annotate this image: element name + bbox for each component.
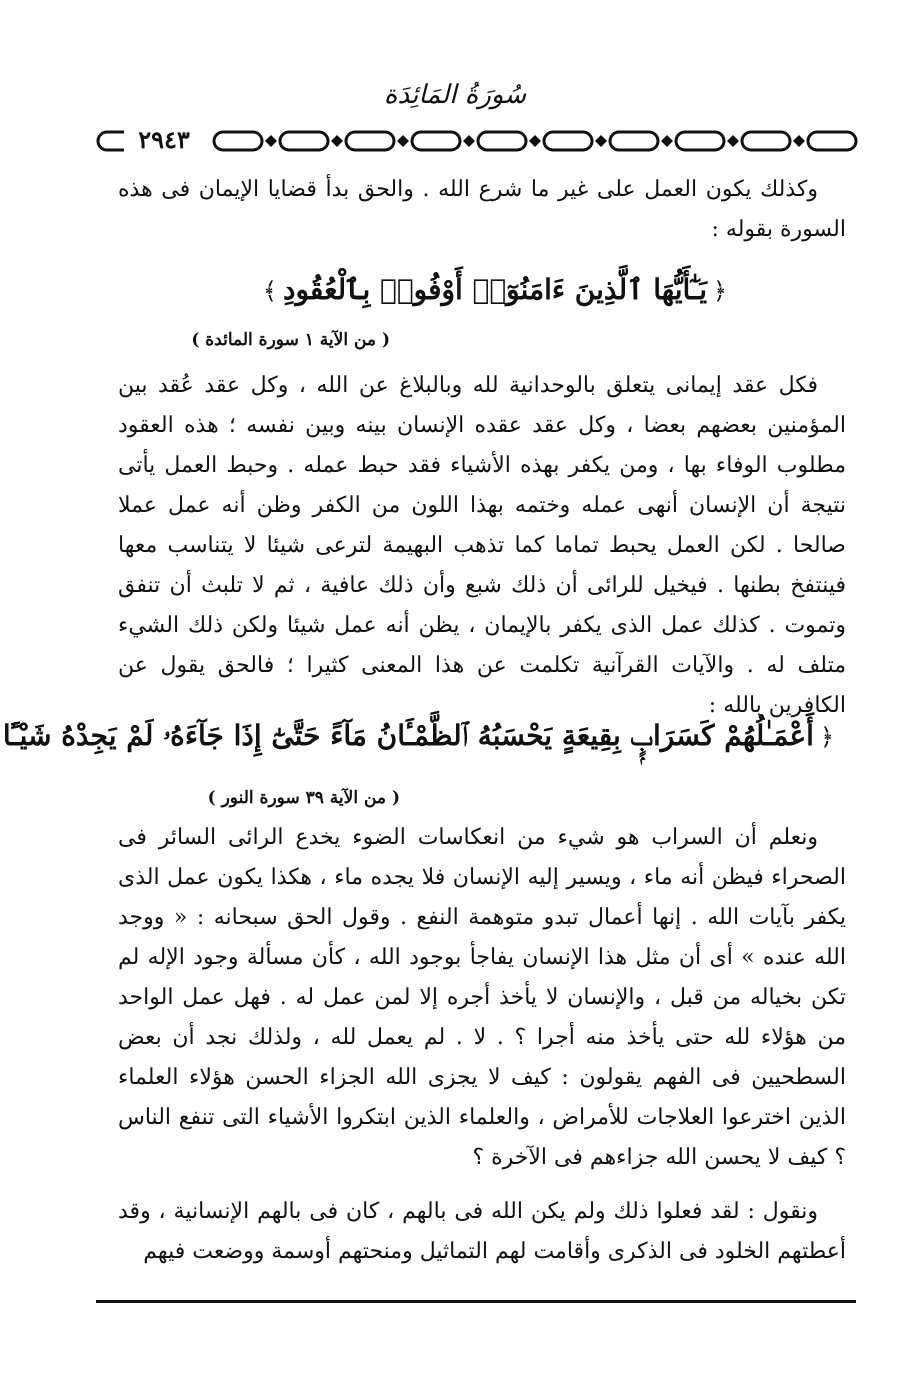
intro-paragraph: [118, 170, 846, 250]
footer-rule: [96, 1300, 856, 1303]
paragraph-2: [118, 366, 846, 726]
quran-verse-1: [150, 268, 840, 313]
verse-2-text: أَعْمَـٰلُهُمْ كَسَرَابٍۭ بِقِيعَةٍ يَحْسَبُهُ ٱلظَّمْـَٔانُ مَآءً حَتَّىٰٓ إِذَا جَآءَهُۥ لَمْ يَجِدْهُ شَيْـًٔا: [2, 719, 814, 752]
paragraph-3-text: ونعلم أن السراب هو شيء من انعكاسات الضوء يخدع الرائى السائر فى الصحراء فيظن أنه ماء ، ويسير إليه الإنسان فلا يجده ماء ، هكذا يكون عمل الذى يكفر بآيات الله . إنها أعمال تبدو متوهمة النفع . وقول الحق سبحانه : « ووجد الله عنده » أى أن مثل هذا الإنسان يفاجأ بوجود الله ، كأن مسألة وجود الإله لم تكن بخياله من قبل ، والإنسان لا يأخذ أجره إلا لمن عمل له . فهل عمل الواحد من هؤلاء لله حتى يأخذ منه أجرا ؟ . لا . لم يعمل لله ، ولذلك نجد أن بعض السطحيين فى الفهم يقولون : كيف لا يجزى الله الجزاء الحسن هؤلاء العلماء الذين اخترعوا العلاجات للأمراض ، والعلماء الذين ابتكروا الأشياء التى تنفع الناس ؟ كيف لا يحسن الله جزاءهم فى الآخرة ؟: [118, 825, 846, 1170]
paragraph-4-text: ونقول : لقد فعلوا ذلك ولم يكن الله فى بالهم ، كان فى بالهم الإنسانية ، وقد أعطتهم الخلود فى الذكرى وأقامت لهم التماثيل ومنحتهم أوسمة ووضعت فيهم: [118, 1199, 846, 1264]
verse-open-bracket-icon: ﴿: [713, 277, 728, 305]
surah-title: سُورَةُ المَائِدَة: [383, 80, 527, 110]
verse-2-citation: ( من الآية ٣٩ سورة النور ): [207, 788, 400, 808]
verse-1-citation: ( من الآية ١ سورة المائدة ): [191, 330, 390, 350]
verse-1-text: يَـٰٓأَيُّهَا ٱلَّذِينَ ءَامَنُوٓا۟ أَوْفُوا۟ بِٱلْعُقُودِ: [282, 273, 708, 306]
chain-ornament-icon: [96, 124, 862, 158]
header-ornament-border: [96, 124, 862, 158]
verse-close-bracket-icon: ﴾: [262, 277, 277, 305]
quran-verse-2: [2, 714, 840, 759]
verse-open-bracket-icon: ﴿: [819, 723, 834, 751]
intro-text: وكذلك يكون العمل على غير ما شرع الله . والحق بدأ قضايا الإيمان فى هذه السورة بقوله :: [118, 177, 846, 242]
paragraph-3: [118, 818, 846, 1178]
page-number: ٢٩٤٣: [124, 126, 204, 154]
paragraph-4: [118, 1192, 846, 1272]
paragraph-2-text: فكل عقد إيمانى يتعلق بالوحدانية لله وبالبلاغ عن الله ، وكل عقد عُقد بين المؤمنين بعضهم بعضا ، وكل عقد عقده الإنسان بينه وبين نفسه ؛ هذه العقود مطلوب الوفاء بها ، ومن يكفر بهذه الأشياء فقد حبط عمله . وحبط العمل يأتى نتيجة أن الإنسان أنهى عمله وختمه بهذا اللون من الكفر وظن أنه عمل عملا صالحا . لكن العمل يحبط تماما كما تذهب البهيمة لترعى شيئا لا يتناسب معها فينتفخ بطنها . فيخيل للرائى أن ذلك شبع وأن ذلك عافية ، ثم لا تلبث أن تنفق وتموت . كذلك عمل الذى يكفر بالإيمان ، يظن أنه عمل شيئا ولكن ذلك الشيء متلف له . والآيات القرآنية تكلمت عن هذا المعنى كثيرا ؛ فالحق يقول عن الكافرين بالله :: [118, 373, 846, 718]
